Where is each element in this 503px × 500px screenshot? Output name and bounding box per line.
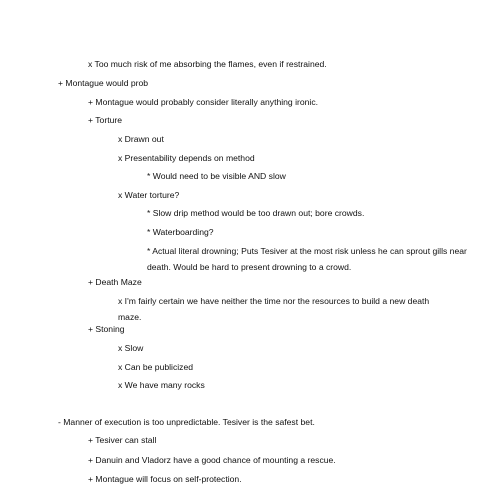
note-line: * Slow drip method would be too drawn out; bore crowds. bbox=[147, 208, 365, 218]
note-line: x Too much risk of me absorbing the flames, even if restrained. bbox=[88, 59, 327, 69]
note-line: - Manner of execution is too unpredictable. Tesiver is the safest bet. bbox=[58, 417, 315, 427]
note-line: x Slow bbox=[118, 343, 144, 353]
note-line: x I'm fairly certain we have neither the time nor the resources to build a new death maze. bbox=[118, 296, 430, 322]
note-line: + Montague would probably consider literally anything ironic. bbox=[88, 97, 319, 107]
note-line: * Actual literal drowning; Puts Tesiver at the most risk unless he can sprout gills near death. Would be hard to present drowning to a crowd. bbox=[147, 246, 467, 272]
note-line: * Waterboarding? bbox=[147, 227, 214, 237]
note-line: + Death Maze bbox=[88, 277, 142, 287]
note-line: + Stoning bbox=[88, 324, 125, 334]
note-line: x Can be publicized bbox=[118, 362, 194, 372]
note-line: + Montague would prob bbox=[58, 78, 149, 88]
note-line: * Would need to be visible AND slow bbox=[147, 171, 286, 181]
note-line: x Drawn out bbox=[118, 134, 164, 144]
note-line: + Danuin and Vladorz have a good chance of mounting a rescue. bbox=[88, 455, 336, 465]
note-line: + Torture bbox=[88, 115, 122, 125]
note-line: x We have many rocks bbox=[118, 380, 205, 390]
note-line: + Montague will focus on self-protection. bbox=[88, 474, 242, 484]
note-line: x Water torture? bbox=[118, 190, 180, 200]
note-line: + Tesiver can stall bbox=[88, 435, 157, 445]
note-line: x Presentability depends on method bbox=[118, 153, 255, 163]
